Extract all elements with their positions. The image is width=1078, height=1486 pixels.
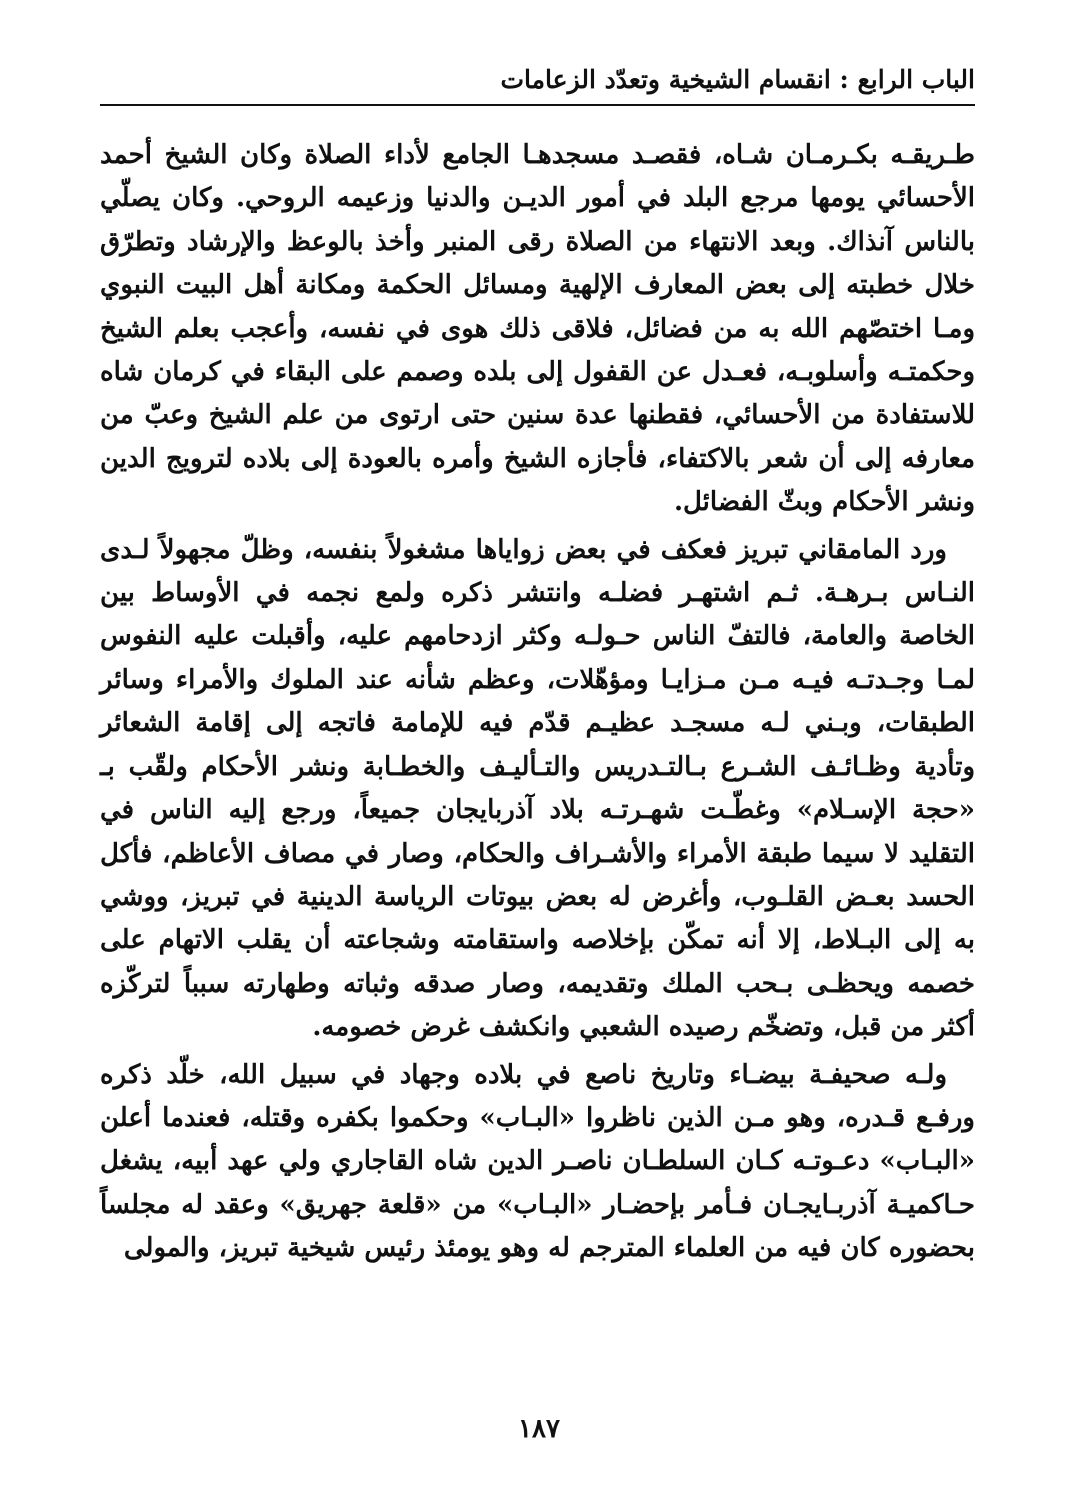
paragraph-1: طـريقـه بكـرمـان شـاه، فقصـد مسجدهـا الجامع لأداء الصلاة وكان الشيخ أحمد الأحسائي يومها مرجع البلد في أمور الديـن والدنيا وزعيمه الروحي. وكان يصلّي بالناس آنذاك. وبعد الانتهاء من الصلاة رقى المنبر وأخذ بالوعظ والإرشاد وتطرّق خلال خطبته إلى بعض المعارف الإلهية ومسائل الحكمة ومكانة أهل البيت النبوي ومـا اختصّهم الله به من فضائل، فلاقى ذلك هوى في نفسه، وأعجب بعلم الشيخ وحكمتـه وأسلوبـه، فعـدل عن القفول إلى بلده وصمم على البقاء في كرمان شاه للاستفادة من الأحسائي، فقطنها عدة سنين حتى ارتوى من علم الشيخ وعبّ من معارفه إلى أن شعر بالاكتفاء، فأجازه الشيخ وأمره بالعودة إلى بلاده لترويج الدين ونشر الأحكام وبثّ الفضائل. (100, 140, 975, 518)
page-body (100, 134, 975, 1271)
page-number: ١٨٧ (518, 1414, 560, 1444)
header-divider (100, 104, 975, 106)
paragraph-3: ولـه صحيفـة بيضـاء وتاريخ ناصع في بلاده وجهاد في سبيل الله، خلّد ذكره ورفـع قـدره، وهو مـن الذين ناظروا «البـاب» وحكموا بكفره وقتله، فعندما أعلن «البـاب» دعـوتـه كـان السلطـان ناصـر الدين شاه القاجاري ولي عهد أبيه، يشغل حـاكميـة آذربـايجـان فـأمر بإحضـار «البـاب» من «قلعة جهريق» وعقد له مجلساً بحضوره كان فيه من العلماء المترجم له وهو يومئذ رئيس شيخية تبريز، والمولى (100, 1059, 975, 1264)
paragraph-2: ورد المامقاني تبريز فعكف في بعض زواياها مشغولاً بنفسه، وظلّ مجهولاً لـدى النـاس بـرهـة. ثـم اشتهـر فضلـه وانتشر ذكره ولمع نجمه في الأوساط بين الخاصة والعامة، فالتفّ الناس حـولـه وكثر ازدحامهم عليه، وأقبلت عليه النفوس لمـا وجـدتـه فيـه مـن مـزايـا ومؤهّلات، وعظم شأنه عند الملوك والأمراء وسائر الطبقات، وبـني لـه مسجـد عظيـم قدّم فيه للإمامة فاتجه إلى إقامة الشعائر وتأدية وظـائـف الشـرع بـالتـدريس والتـأليـف والخطـابة ونشر الأحكام ولقّب بـ «حجة الإسـلام» وغطّـت شهـرتـه بلاد آذربايجان جميعاً، ورجع إليه الناس في التقليد لا سيما طبقة الأمراء والأشـراف والحكام، وصار في مصاف الأعاظم، فأكل الحسد بعـض القلـوب، وأغرض له بعض بيوتات الرياسة الدينية في تبريز، ووشي به إلى البـلاط، إلا أنه تمكّن بإخلاصه واستقامته وشجاعته أن يقلب الاتهام على خصمه ويحظـى بـحب الملك وتقديمه، وصار صدقه وثباته وطهارته سبباً لتركّزه أكثر من قبل، وتضخّم رصيده الشعبي وانكشف غرض خصومه. (100, 534, 975, 1043)
running-header (100, 62, 975, 106)
chapter-title: الباب الرابع : انقسام الشيخية وتعدّد الزعامات (500, 65, 975, 94)
